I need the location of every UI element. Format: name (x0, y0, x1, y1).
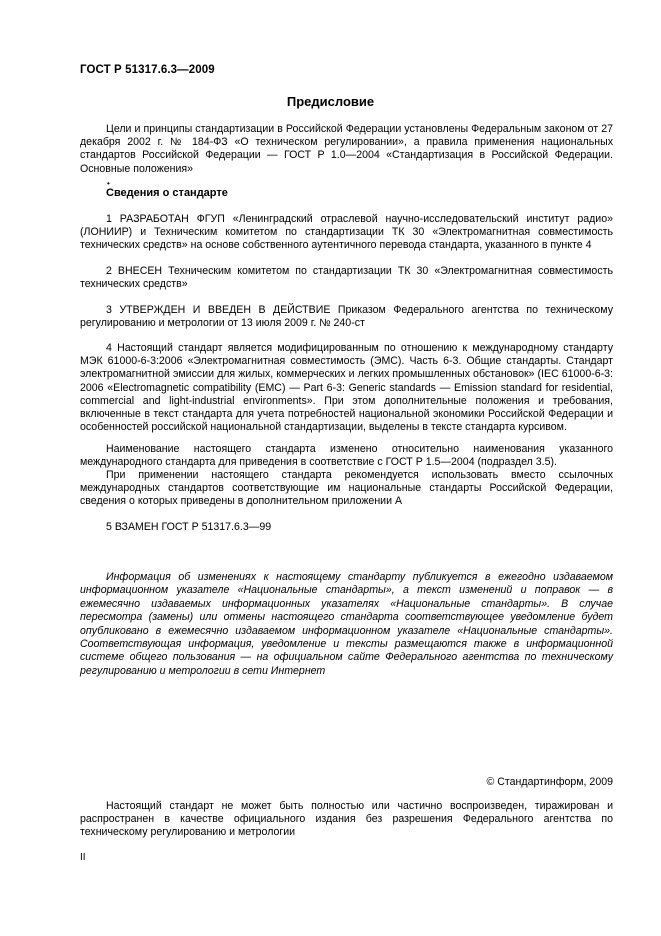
item-5-paragraph: 5 ВЗАМЕН ГОСТ Р 51317.6.3—99 (106, 521, 272, 533)
reproduction-notice-paragraph: Настоящий стандарт не может быть полностью или частично воспроизведен, тиражирован и распространен в качестве официального издания без разрешения Федерального агентства по техническому регулированию и метрологии (80, 800, 613, 839)
item-4-references-paragraph: При применении настоящего стандарта рекомендуется использовать вместо ссылочных международных стандартов соответствующие им национальные стандарты Российской Федерации, сведения о которых приведены в дополнительном приложении А (80, 469, 613, 508)
page-title: Предисловие (286, 94, 375, 109)
page-number: II (80, 852, 86, 863)
item-4-naming-paragraph: Наименование настоящего стандарта изменено относительно наименования указанного международного стандарта для приведения в соответствие с ГОСТ Р 1.5—2004 (подраздел 3.5). (80, 443, 613, 469)
copyright-line: © Стандартинформ, 2009 (486, 776, 613, 788)
section-heading: Сведения о стандарте (106, 187, 228, 199)
document-code: ГОСТ Р 51317.6.3—2009 (80, 64, 215, 76)
change-notice-paragraph: Информация об изменениях к настоящему стандарту публикуется в ежегодно издаваемом информационном указателе «Национальные стандарты», а текст изменений и поправок — в ежемесячно издаваемых информационных указателях «Национальные стандарты». В случае пересмотра (замены) или отмены настоящего стандарта соответствующее уведомление будет опубликовано в ежемесячно издаваемом информационном указателе «Национальные стандарты». Соответствующая информация, уведомление и тексты размещаются также в информационной системе общего пользования — на официальном сайте Федерального агентства по техническому регулированию и метрологии в сети Интернет (80, 571, 613, 677)
intro-paragraph: Цели и принципы стандартизации в Российской Федерации установлены Федеральным законом от 27 декабря 2002 г. № 184-ФЗ «О техническом регулировании», а правила применения национальных стандартов Российской Федерации — ГОСТ Р 1.0—2004 «Стандартизация в Российской Федерации. Основные положения» (80, 123, 613, 175)
item-2-paragraph: 2 ВНЕСЕН Техническим комитетом по стандартизации ТК 30 «Электромагнитная совместимость технических средств» (80, 265, 613, 291)
item-4-paragraph: 4 Настоящий стандарт является модифицированным по отношению к международному стандарту МЭК 61000-6-3:2006 «Электромагнитная совместимость (ЭМС). Часть 6-3. Общие стандарты. Стандарт электромагнитной эмиссии для жилых, коммерческих и легких промышленных обстановок» (IEC 61000-6-3: 2006 «Electromagnetic compatibility (EMC) — Part 6-3: Generic standards — Emission standard for residential, commercial and light-industrial environments». При этом дополнительные положения и требования, включенные в текст стандарта для учета потребностей национальной экономики Российской Федерации и особенностей российской национальной стандартизации, выделены в тексте стандарта курсивом. (80, 342, 613, 434)
item-3-paragraph: 3 УТВЕРЖДЕН И ВВЕДЕН В ДЕЙСТВИЕ Приказом Федерального агентства по техническому регулированию и метрологии от 13 июля 2009 г. № 240-ст (80, 304, 613, 330)
item-1-paragraph: 1 РАЗРАБОТАН ФГУП «Ленинградский отраслевой научно-исследовательский институт радио» (ЛОНИИР) и Техническим комитетом по стандартизации ТК 30 «Электромагнитная совместимость технических средств» на основе собственного аутентичного перевода стандарта, указанного в пункте 4 (80, 213, 613, 252)
section-marker: • (107, 179, 110, 188)
